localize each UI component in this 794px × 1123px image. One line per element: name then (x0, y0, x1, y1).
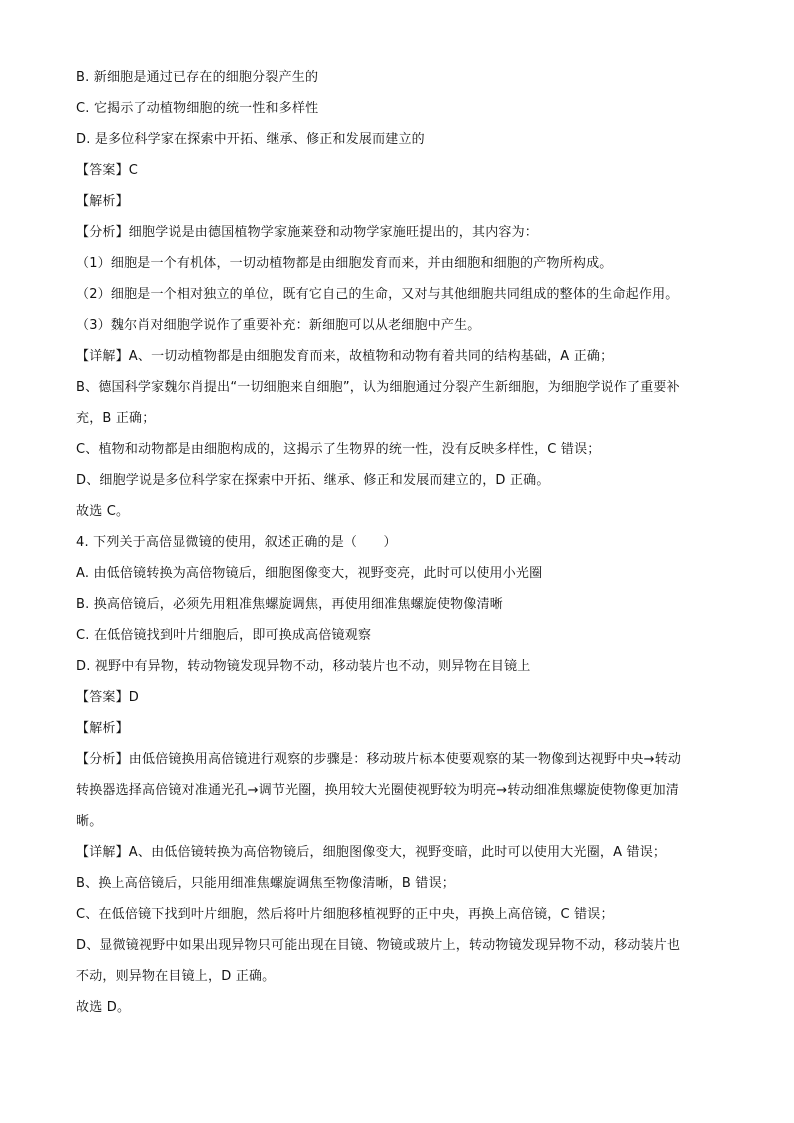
detail-d-q4: D、显微镜视野中如果出现异物只可能出现在目镜、物镜或玻片上，转动物镜发现异物不动，移动装片也 (76, 938, 681, 953)
question-4-stem: 4. 下列关于高倍显微镜的使用，叙述正确的是（ ） (76, 535, 397, 550)
choice-q3: 故选 C。 (76, 504, 130, 519)
option-a-q4: A. 由低倍镜转换为高倍物镜后，细胞图像变大，视野变亮，此时可以使用小光圈 (76, 566, 543, 581)
detail-b-q4: B、换上高倍镜后，只能用细准焦螺旋调焦至物像清晰，B 错误； (76, 876, 455, 891)
analysis-intro-q3: 【分析】细胞学说是由德国植物学家施莱登和动物学家施旺提出的，其内容为： (76, 225, 539, 240)
option-c-q4: C. 在低倍镜找到叶片细胞后，即可换成高倍镜观察 (76, 628, 372, 643)
analysis-heading-q3: 【解析】 (76, 194, 129, 209)
analysis-heading-q4: 【解析】 (76, 721, 129, 736)
choice-q4: 故选 D。 (76, 1000, 131, 1015)
analysis-q4-line-2: 转换器选择高倍镜对准通光孔→调节光圈，换用较大光圈使视野较为明亮→转动细准焦螺旋使物像更加清 (76, 783, 679, 798)
option-d-q3: D. 是多位科学家在探索中开拓、继承、修正和发展而建立的 (76, 132, 425, 147)
detail-d-q3: D、细胞学说是多位科学家在探索中开拓、继承、修正和发展而建立的，D 正确。 (76, 473, 550, 488)
option-d-q4: D. 视野中有异物，转动物镜发现异物不动，移动装片也不动，则异物在目镜上 (76, 659, 531, 674)
detail-b-q3-continued: 充，B 正确； (76, 411, 156, 426)
answer-q4: 【答案】D (76, 690, 140, 705)
analysis-point-1: （1）细胞是一个有机体，一切动植物都是由细胞发育而来，并由细胞和细胞的产物所构成。 (76, 256, 613, 271)
option-b-q4: B. 换高倍镜后，必须先用粗准焦螺旋调焦，再使用细准焦螺旋使物像清晰 (76, 597, 503, 612)
option-b-q3: B. 新细胞是通过已存在的细胞分裂产生的 (76, 70, 319, 85)
detail-a-q3: 【详解】A、一切动植物都是由细胞发育而来，故植物和动物有着共同的结构基础，A 正确； (76, 349, 614, 364)
answer-q3: 【答案】C (76, 163, 139, 178)
option-c-q3: C. 它揭示了动植物细胞的统一性和多样性 (76, 101, 319, 116)
analysis-q4-line-3: 晰。 (76, 814, 103, 829)
analysis-point-2: （2）细胞是一个相对独立的单位，既有它自己的生命，又对与其他细胞共同组成的整体的生命起作用。 (76, 287, 679, 302)
analysis-q4-line-1: 【分析】由低倍镜换用高倍镜进行观察的步骤是：移动玻片标本使要观察的某一物像到达视野中央→转动 (76, 752, 682, 767)
detail-c-q3: C、植物和动物都是由细胞构成的，这揭示了生物界的统一性，没有反映多样性，C 错误； (76, 442, 601, 457)
analysis-point-3: （3）魏尔肖对细胞学说作了重要补充：新细胞可以从老细胞中产生。 (76, 318, 481, 333)
detail-b-q3: B、德国科学家魏尔肖提出“一切细胞来自细胞”，认为细胞通过分裂产生新细胞，为细胞学说作了重要补 (76, 380, 680, 395)
detail-d-q4-continued: 不动，则异物在目镜上，D 正确。 (76, 969, 276, 984)
detail-c-q4: C、在低倍镜下找到叶片细胞，然后将叶片细胞移植视野的正中央，再换上高倍镜，C 错误； (76, 907, 614, 922)
detail-a-q4: 【详解】A、由低倍镜转换为高倍物镜后，细胞图像变大，视野变暗，此时可以使用大光圈，A 错误； (76, 845, 667, 860)
